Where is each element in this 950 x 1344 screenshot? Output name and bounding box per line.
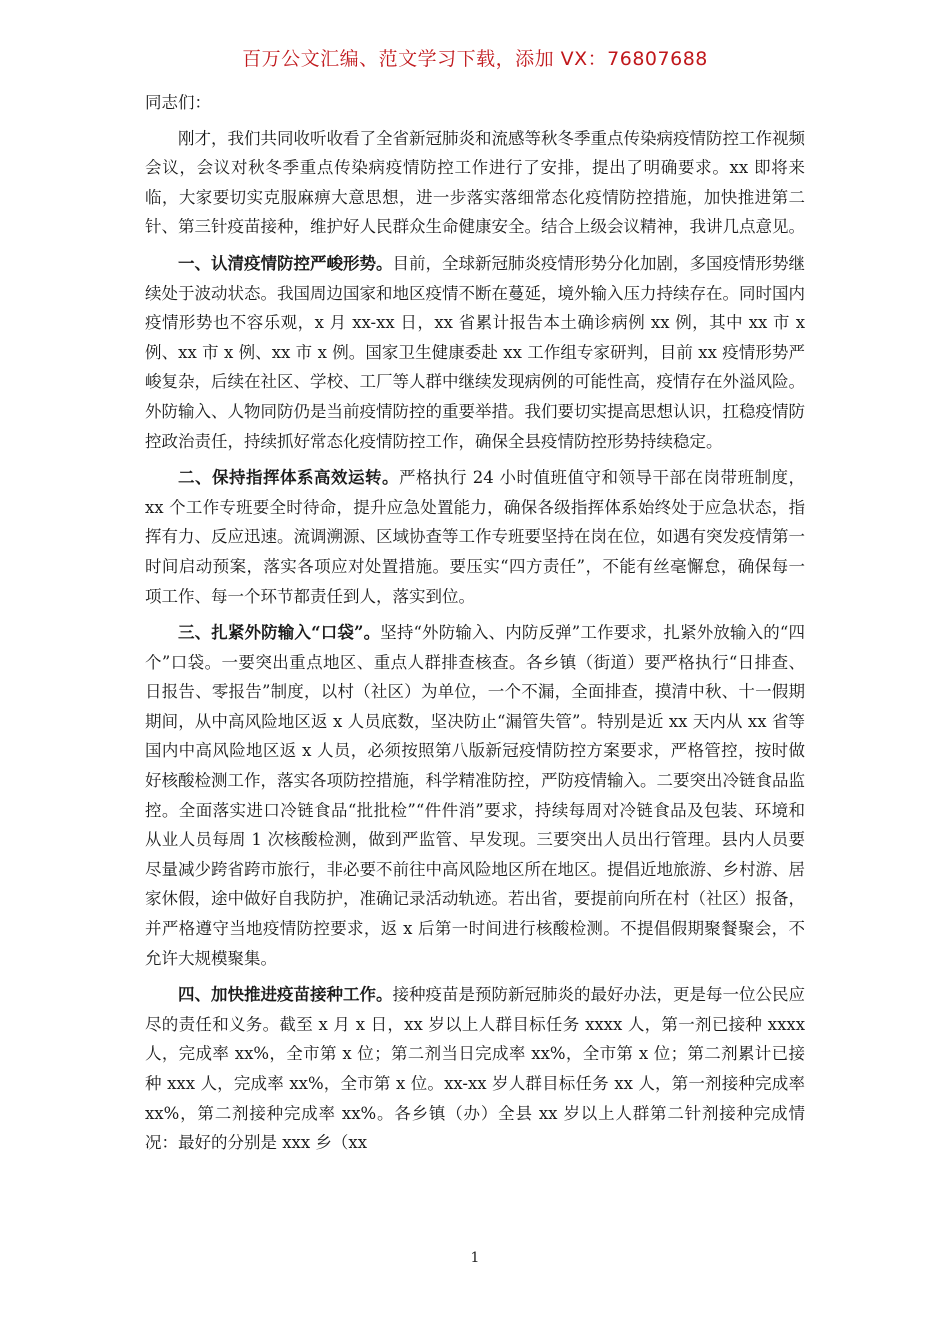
section-heading: 二、保持指挥体系高效运转。: [178, 468, 399, 488]
document-body: [145, 88, 805, 1165]
page-number: 1: [470, 1250, 480, 1266]
section-heading: 三、扎紧外防输入“口袋”。: [178, 623, 381, 643]
paragraph-text: 刚才，我们共同收听收看了全省新冠肺炎和流感等秋冬季重点传染病疫情防控工作视频会议，会议对秋冬季重点传染病疫情防控工作进行了安排，提出了明确要求。xx 即将来临，大家要切实克服麻痹大意思想，进一步落实落细常态化疫情防控措施，加快推进第二针、第三针疫苗接种，维护好人民群众生命健康安全。结合上级会议精神，我讲几点意见。: [145, 128, 805, 237]
paragraph-section-2: [145, 463, 805, 611]
paragraph-section-1: [145, 249, 805, 456]
section-heading: 一、认清疫情防控严峻形势。: [178, 253, 393, 273]
paragraph-section-4: [145, 980, 805, 1158]
paragraph-text: 坚持“外防输入、内防反弹”工作要求，扎紧外放输入的“四个”口袋。一要突出重点地区、重点人群排查核查。各乡镇（街道）要严格执行“日排查、日报告、零报告”制度，以村（社区）为单位，一个不漏，全面排查，摸清中秋、十一假期期间，从中高风险地区返 x 人员底数，坚决防止“漏管失管”。特别是近 xx 天内从 xx 省等国内中高风险地区返 x 人员，必须按照第八版新冠疫情防控方案要求，严格管控，按时做好核酸检测工作，落实各项防控措施，科学精准防控，严防疫情输入。二要突出冷链食品监控。全面落实进口冷链食品“批批检”“件件消”要求，持续每周对冷链食品及包装、环境和从业人员每周 1 次核酸检测，做到严监管、早发现。三要突出人员出行管理。县内人员要尽量减少跨省跨市旅行，非必要不前往中高风险地区所在地区。提倡近地旅游、乡村游、居家休假，途中做好自我防护，准确记录活动轨迹。若出省，要提前向所在村（社区）报备，并严格遵守当地疫情防控要求，返 x 后第一时间进行核酸检测。不提倡假期聚餐聚会，不允许大规模聚集。: [145, 623, 805, 968]
salutation: 同志们：: [145, 93, 211, 112]
paragraph-intro: [145, 124, 805, 242]
header-banner: 百万公文汇编、范文学习下载，添加 VX：76807688: [242, 48, 708, 70]
paragraph-text: 目前，全球新冠肺炎疫情形势分化加剧，多国疫情形势继续处于波动状态。我国周边国家和地区疫情不断在蔓延，境外输入压力持续存在。同时国内疫情形势也不容乐观，x 月 xx-xx 日，xx 省累计报告本土确诊病例 xx 例，其中 xx 市 x 例、xx 市 x 例、xx 市 x 例。国家卫生健康委赴 xx 工作组专家研判，目前 xx 疫情形势严峻复杂，后续在社区、学校、工厂等人群中继续发现病例的可能性高，疫情存在外溢风险。外防输入、人物同防仍是当前疫情防控的重要举措。我们要切实提高思想认识，扛稳疫情防控政治责任，持续抓好常态化疫情防控工作，确保全县疫情防控形势持续稳定。: [145, 253, 805, 451]
paragraph-section-3: [145, 618, 805, 973]
paragraph-text: 接种疫苗是预防新冠肺炎的最好办法，更是每一位公民应尽的责任和义务。截至 x 月 x 日，xx 岁以上人群目标任务 xxxx 人，第一剂已接种 xxxx 人，完成率 xx%，全市第 x 位；第二剂当日完成率 xx%，全市第 x 位；第二剂累计已接种 xxx 人，完成率 xx%，全市第 x 位。xx-xx 岁人群目标任务 xx 人，第一剂接种完成率 xx%，第二剂接种完成率 xx%。各乡镇（办）全县 xx 岁以上人群第二针剂接种完成情况：最好的分别是 xxx 乡（xx: [145, 985, 805, 1153]
section-heading: 四、加快推进疫苗接种工作。: [178, 985, 393, 1005]
paragraph-text: 严格执行 24 小时值班值守和领导干部在岗带班制度，xx 个工作专班要全时待命，提升应急处置能力，确保各级指挥体系始终处于应急状态，指挥有力、反应迅速。流调溯源、区域协查等工作专班要坚持在岗在位，如遇有突发疫情第一时间启动预案，落实各项应对处置措施。要压实“四方责任”，不能有丝毫懈怠，确保每一项工作、每一个环节都责任到人，落实到位。: [145, 468, 805, 606]
